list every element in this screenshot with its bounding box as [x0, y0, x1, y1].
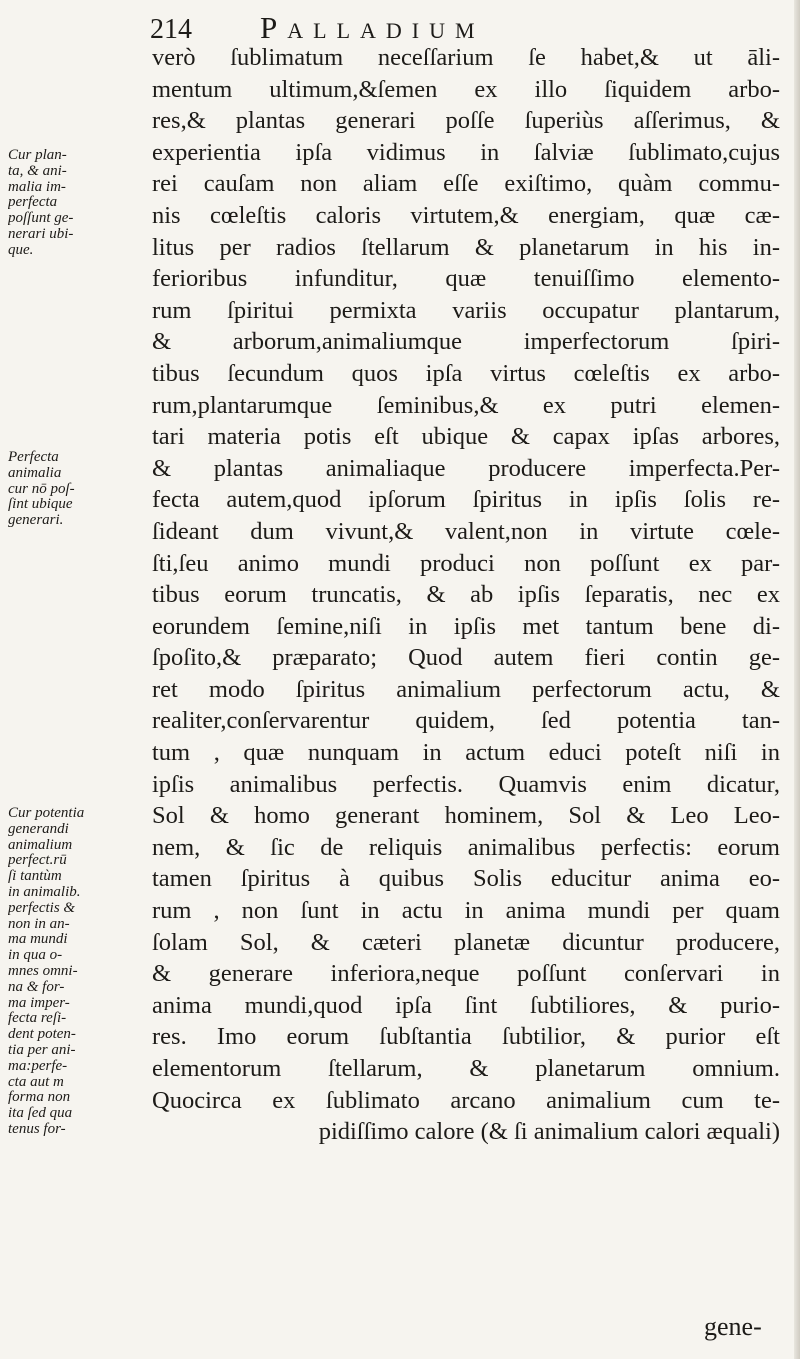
margin-note-line: cta aut m: [8, 1074, 64, 1090]
body-line: Sol & homo generant hominem, Sol & Leo Leo-: [152, 802, 780, 830]
body-line: rum ſpiritui permixta variis occupatur plantarum,: [152, 296, 780, 324]
body-line: tibus eorum truncatis, & ab ipſis ſeparatis, nec ex: [152, 581, 780, 609]
margin-note-line: perfectis &: [8, 900, 76, 916]
body-line: tamen ſpiritus à quibus Solis educitur anima eo-: [152, 865, 780, 893]
margin-note-line: ſi tantùm: [8, 869, 62, 885]
body-line: rum,plantarumque ſeminibus,& ex putri elemen-: [152, 391, 780, 419]
body-line: & plantas animaliaque producere imperfecta.Per-: [152, 454, 780, 482]
margin-note-line: Cur plan-: [8, 148, 67, 163]
body-line: ſideant dum vivunt,& valent,non in virtute cœle-: [152, 517, 780, 545]
margin-note-line: tia per ani-: [8, 1042, 76, 1058]
running-title: Palladium: [260, 10, 485, 45]
catchword: gene-: [704, 1312, 762, 1341]
margin-note: [8, 806, 138, 1138]
margin-note: [8, 148, 138, 259]
margin-note-line: tenus for-: [8, 1121, 66, 1137]
margin-note-line: animalium: [8, 837, 73, 853]
margin-note-line: que.: [8, 242, 34, 258]
body-line: ſti,ſeu animo mundi produci non poſſunt ex par-: [152, 549, 780, 577]
body-line: rei cauſam non aliam eſſe exiſtimo, quàm commu-: [152, 170, 780, 198]
body-line: ſolam Sol, & cæteri planetæ dicuntur producere,: [152, 928, 780, 956]
page-edge: [794, 0, 800, 1359]
margin-note-line: cur nō poſ-: [8, 481, 75, 497]
body-line: res. Imo eorum ſubſtantia ſubtilior, & purior eſt: [152, 1023, 780, 1051]
margin-note-line: ma imper-: [8, 995, 70, 1011]
margin-note-line: dent poten-: [8, 1027, 76, 1043]
body-line: ſpoſito,& præparato; Quod autem fieri contin ge-: [152, 644, 780, 672]
body-line: eorundem ſemine,niſi in ipſis met tantum bene di-: [152, 612, 780, 640]
body-line: tibus ſecundum quos ipſa virtus cœleſtis ex arbo-: [152, 359, 780, 387]
body-line: anima mundi,quod ipſa ſint ſubtiliores, & purio-: [152, 991, 780, 1019]
body-line: ret modo ſpiritus animalium perfectorum actu, &: [152, 675, 780, 703]
body-line: verò ſublimatum neceſſarium ſe habet,& ut āli-: [152, 44, 780, 71]
body-line: fecta autem,quod ipſorum ſpiritus in ipſis ſolis re-: [152, 486, 780, 514]
margin-note-line: ma mundi: [8, 932, 68, 948]
margin-note-line: generari.: [8, 513, 64, 529]
margin-note-line: animalia: [8, 465, 62, 481]
body-line: tari materia potis eſt ubique & capax ipſas arbores,: [152, 423, 780, 451]
margin-note-line: ita ſed qua: [8, 1106, 73, 1122]
margin-note-line: Perfecta: [8, 450, 59, 465]
body-line: tum , quæ nunquam in actum educi poteſt niſi in: [152, 739, 780, 767]
margin-note-line: Cur potentia: [8, 806, 85, 821]
margin-note-line: fecta reſi-: [8, 1011, 67, 1027]
body-line: res,& plantas generari poſſe ſuperiùs aſſerimus, &: [152, 107, 780, 135]
body-line: experientia ipſa vidimus in ſalviæ ſublimato,cujus: [152, 138, 780, 166]
body-line: Quocirca ex ſublimato arcano animalium cum te-: [152, 1086, 780, 1114]
margin-note-line: nerari ubi-: [8, 226, 74, 242]
margin-note-line: poſſunt ge-: [8, 211, 74, 227]
page-number: 214: [150, 14, 192, 45]
margin-note-line: generandi: [8, 821, 69, 837]
margin-note-line: ma:perfe-: [8, 1058, 68, 1074]
margin-note-line: forma non: [8, 1090, 71, 1106]
body-line: nis cœleſtis caloris virtutem,& energiam, quæ cæ-: [152, 201, 780, 229]
margin-note-line: perfecta: [8, 195, 58, 211]
margin-note: [8, 450, 138, 529]
margin-note-line: non in an-: [8, 916, 70, 932]
margin-note-line: in animalib.: [8, 884, 81, 900]
margin-note-line: perfect.rū: [8, 853, 67, 869]
body-line: ferioribus infunditur, quæ tenuiſſimo elemento-: [152, 265, 780, 293]
body-line: pidiſſimo calore (& ſi animalium calori æquali): [318, 1118, 780, 1146]
body-line: nem, & ſic de reliquis animalibus perfectis: eorum: [152, 833, 780, 861]
margin-note-line: mnes omni-: [8, 963, 78, 979]
margin-note-line: na & for-: [8, 979, 65, 995]
body-line: rum , non ſunt in actu in anima mundi per quam: [152, 897, 780, 925]
margin-note-line: malia im-: [8, 179, 66, 195]
body-line: realiter,conſervarentur quidem, ſed potentia tan-: [152, 707, 780, 735]
body-text: [152, 42, 780, 1148]
margin-note-line: ſint ubique: [8, 497, 73, 513]
body-line: mentum ultimum,&ſemen ex illo ſiquidem arbo-: [152, 75, 780, 103]
body-line: & arborum,animaliumque imperfectorum ſpiri-: [152, 328, 780, 356]
body-line: litus per radios ſtellarum & planetarum in his in-: [152, 233, 780, 261]
margin-note-line: in qua o-: [8, 948, 63, 964]
body-line: ipſis animalibus perfectis. Quamvis enim dicatur,: [152, 770, 780, 798]
body-line: & generare inferiora,neque poſſunt conſervari in: [152, 960, 780, 988]
body-line: elementorum ſtellarum, & planetarum omnium.: [152, 1055, 780, 1082]
margin-note-line: ta, & ani-: [8, 163, 67, 179]
